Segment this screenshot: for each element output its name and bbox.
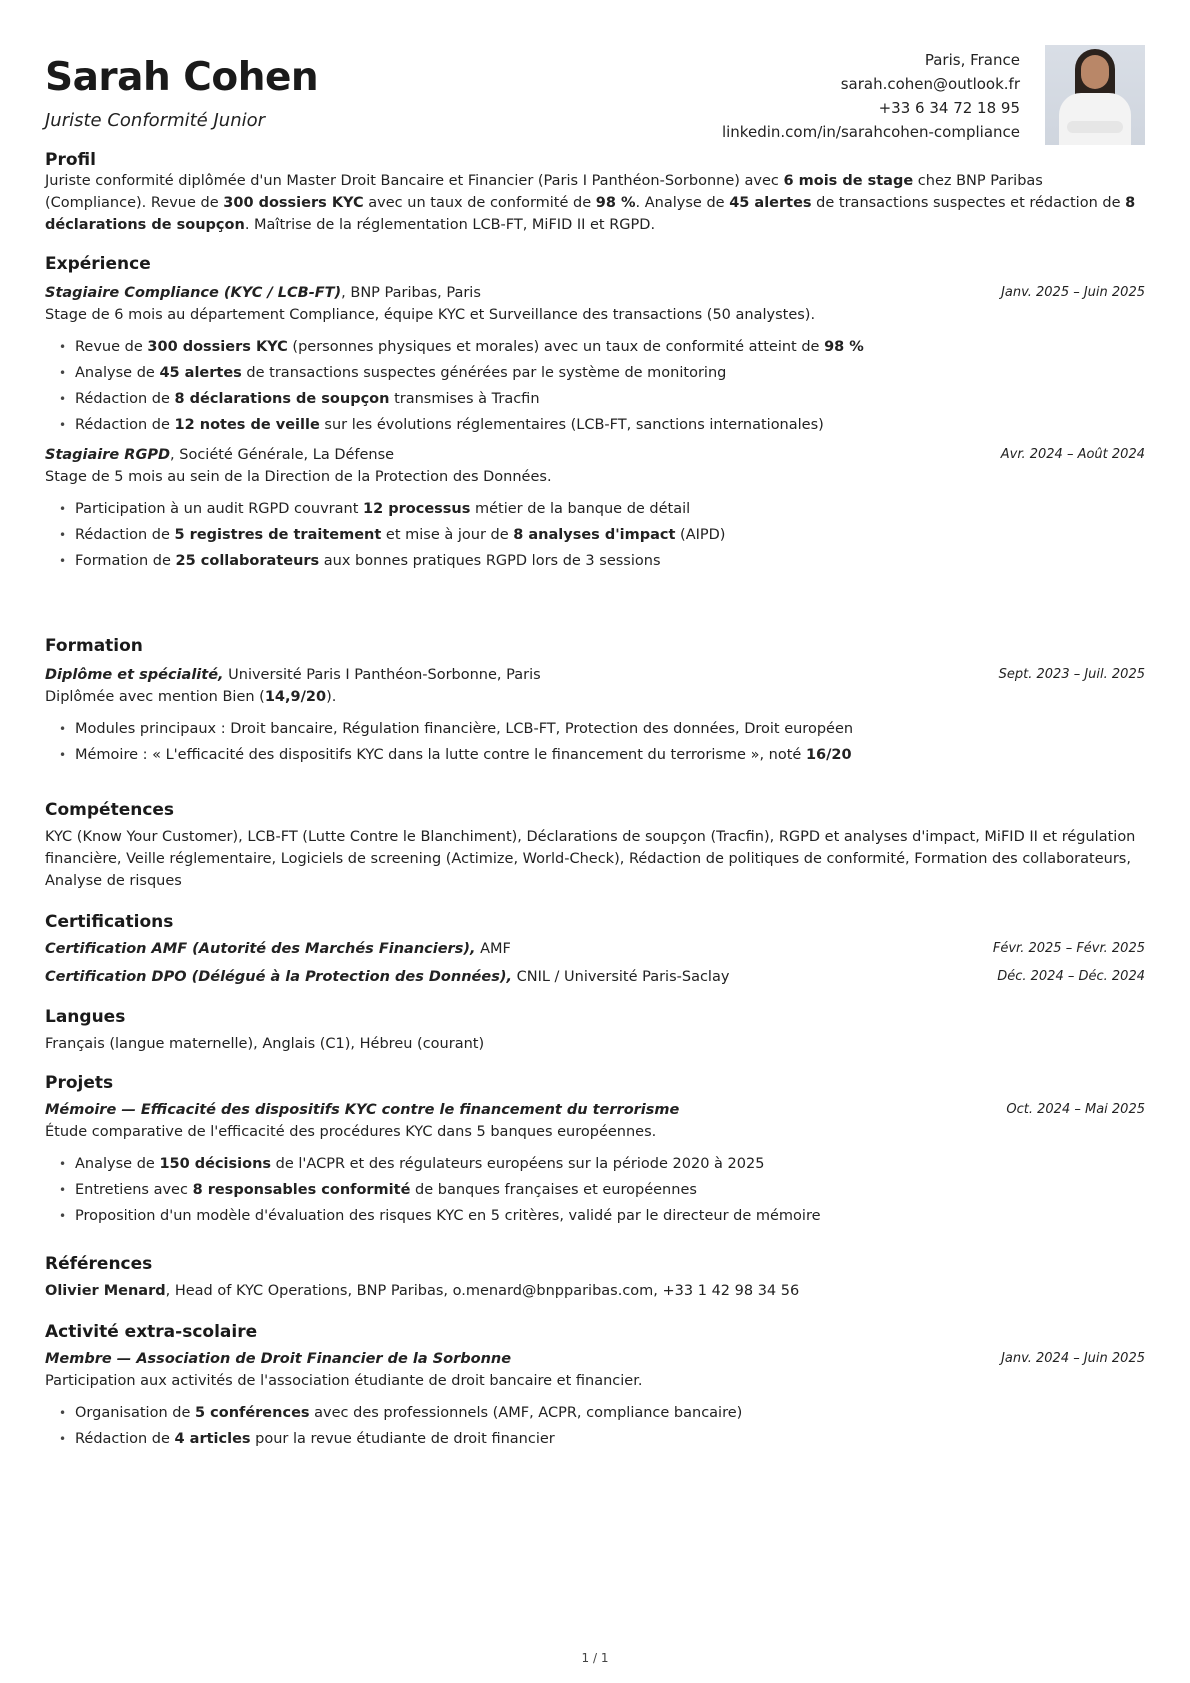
section-competences (45, 800, 1145, 892)
section-profil (45, 150, 1145, 236)
entry-org: , Société Générale, La Défense (170, 447, 395, 463)
contact-block (722, 48, 1020, 144)
entry-role: Stagiaire Compliance (KYC / LCB-FT) (45, 285, 342, 301)
section-title-references: Références (45, 1254, 153, 1274)
section-title-formation: Formation (45, 636, 143, 656)
section-projets (45, 1073, 1145, 1229)
section-title-projets: Projets (45, 1073, 114, 1093)
entry-role: Membre — Association de Droit Financier de la Sorbonne (45, 1351, 512, 1367)
entry-header (45, 1348, 1145, 1370)
section-title-activite: Activité extra-scolaire (45, 1322, 258, 1342)
name-text: Sarah Cohen (45, 55, 319, 100)
bullet-item: • Mémoire : « L'efficacité des dispositifs KYC dans la lutte contre le financement du terrorisme », noté 16/20 (59, 742, 1145, 768)
certification-name: Certification AMF (Autorité des Marchés Financiers), (45, 941, 476, 957)
section-title-profil: Profil (45, 150, 96, 170)
bullet-item: • Formation de 25 collaborateurs aux bonnes pratiques RGPD lors de 3 sessions (59, 548, 1145, 574)
section-title-experience: Expérience (45, 254, 151, 274)
profile-photo (1045, 45, 1145, 145)
certification-item (45, 938, 1145, 960)
bullet-item: • Analyse de 45 alertes de transactions suspectes générées par le système de monitoring (59, 360, 1145, 386)
section-certifications (45, 912, 1145, 988)
entry-role: Diplôme et spécialité, (45, 667, 224, 683)
entry-date: Janv. 2025 – Juin 2025 (1001, 285, 1145, 300)
entry-bullets (45, 334, 1145, 438)
entry-description: Stage de 5 mois au sein de la Direction de la Protection des Données. (45, 469, 552, 485)
profil-text: Juriste conformité diplômée d'un Master Droit Bancaire et Financier (Paris I Panthéon-Sorbonne) avec 6 mois de stage chez BNP Paribas (Compliance). Revue de 300 dossiers KYC avec un taux de conformité de 98 %. Analyse de 45 alertes de transactions suspectes et rédaction de 8 déclarations de soupçon. Maîtrise de la réglementation LCB-FT, MiFID II et RGPD. (45, 173, 1136, 233)
certification-date: Déc. 2024 – Déc. 2024 (997, 969, 1145, 984)
bullet-item: • Participation à un audit RGPD couvrant 12 processus métier de la banque de détail (59, 496, 1145, 522)
bullet-item: • Rédaction de 5 registres de traitement et mise à jour de 8 analyses d'impact (AIPD) (59, 522, 1145, 548)
resume-page (45, 0, 1145, 1447)
entry-date: Janv. 2024 – Juin 2025 (1001, 1351, 1145, 1366)
entry-bullets (45, 496, 1145, 574)
section-title-certifications: Certifications (45, 912, 174, 932)
reference-name: Olivier Menard (45, 1283, 166, 1299)
certification-name: Certification DPO (Délégué à la Protection des Données), (45, 969, 512, 985)
certification-org: AMF (475, 941, 511, 957)
section-experience (45, 254, 1145, 574)
entry-header (45, 444, 1145, 466)
entry-description: Étude comparative de l'efficacité des procédures KYC dans 5 banques européennes. (45, 1124, 657, 1140)
bullet-item: • Modules principaux : Droit bancaire, Régulation financière, LCB-FT, Protection des données, Droit européen (59, 716, 1145, 742)
section-formation (45, 636, 1145, 768)
contact-location: Paris, France (924, 51, 1020, 69)
entry-date: Avr. 2024 – Août 2024 (1000, 447, 1145, 462)
candidate-name (45, 55, 319, 100)
bullet-item: • Organisation de 5 conférences avec des professionnels (AMF, ACPR, compliance bancaire) (59, 1400, 1145, 1426)
section-activite (45, 1322, 1145, 1452)
langues-text: Français (langue maternelle), Anglais (C1), Hébreu (courant) (45, 1036, 485, 1052)
certification-date: Févr. 2025 – Févr. 2025 (992, 941, 1145, 956)
entry-date: Oct. 2024 – Mai 2025 (1006, 1102, 1145, 1117)
bullet-item: • Revue de 300 dossiers KYC (personnes physiques et morales) avec un taux de conformité atteint de 98 % (59, 334, 1145, 360)
section-langues (45, 1007, 1145, 1055)
experience-entry (45, 444, 1145, 574)
bullet-item: • Rédaction de 12 notes de veille sur les évolutions réglementaires (LCB-FT, sanctions internationales) (59, 412, 1145, 438)
entry-bullets (45, 1400, 1145, 1452)
bullet-item: • Entretiens avec 8 responsables conformité de banques françaises et européennes (59, 1177, 1145, 1203)
entry-org: , BNP Paribas, Paris (341, 285, 481, 301)
reference-item (45, 1280, 1145, 1302)
contact-email[interactable]: sarah.cohen@outlook.fr (840, 75, 1020, 93)
contact-phone[interactable]: +33 6 34 72 18 95 (878, 99, 1020, 117)
entry-date: Sept. 2023 – Juil. 2025 (998, 667, 1145, 682)
entry-description: Diplômée avec mention Bien (14,9/20). (45, 689, 337, 705)
page-number: 1 / 1 (581, 1651, 609, 1665)
entry-role: Stagiaire RGPD (45, 447, 171, 463)
bullet-item: • Analyse de 150 décisions de l'ACPR et des régulateurs européens sur la période 2020 à 2025 (59, 1151, 1145, 1177)
resume-header (45, 0, 1145, 160)
entry-header (45, 664, 1145, 686)
entry-description: Stage de 6 mois au département Compliance, équipe KYC et Surveillance des transactions (50 analystes). (45, 307, 816, 323)
competences-text: KYC (Know Your Customer), LCB-FT (Lutte Contre le Blanchiment), Déclarations de soupçon (Tracfin), RGPD et analyses d'impact, MiFID II et régulation financière, Veille réglementaire, Logiciels de screening (Actimize, World-Check), Rédaction de politiques de conformité, Formation des collaborateurs, Analyse de risques (45, 829, 1136, 889)
bullet-item: • Proposition d'un modèle d'évaluation des risques KYC en 5 critères, validé par le directeur de mémoire (59, 1203, 1145, 1229)
bullet-item: • Rédaction de 8 déclarations de soupçon transmises à Tracfin (59, 386, 1145, 412)
section-references (45, 1254, 1145, 1302)
reference-details: , Head of KYC Operations, BNP Paribas, o.menard@bnpparibas.com, +33 1 42 98 34 56 (165, 1283, 800, 1299)
experience-entry (45, 282, 1145, 438)
section-title-langues: Langues (45, 1007, 126, 1027)
section-title-competences: Compétences (45, 800, 175, 820)
entry-bullets (45, 1151, 1145, 1229)
entry-role: Mémoire — Efficacité des dispositifs KYC contre le financement du terrorisme (45, 1102, 680, 1118)
entry-description: Participation aux activités de l'association étudiante de droit bancaire et financier. (45, 1373, 643, 1389)
bullet-item: • Rédaction de 4 articles pour la revue étudiante de droit financier (59, 1426, 1145, 1452)
entry-bullets (45, 716, 1145, 768)
entry-org: Université Paris I Panthéon-Sorbonne, Paris (223, 667, 541, 683)
certification-item (45, 966, 1145, 988)
entry-header (45, 282, 1145, 304)
job-title: Juriste Conformité Junior (45, 110, 266, 131)
entry-header (45, 1099, 1145, 1121)
certification-org: CNIL / Université Paris-Saclay (511, 969, 730, 985)
contact-linkedin[interactable]: linkedin.com/in/sarahcohen-compliance (721, 123, 1020, 141)
